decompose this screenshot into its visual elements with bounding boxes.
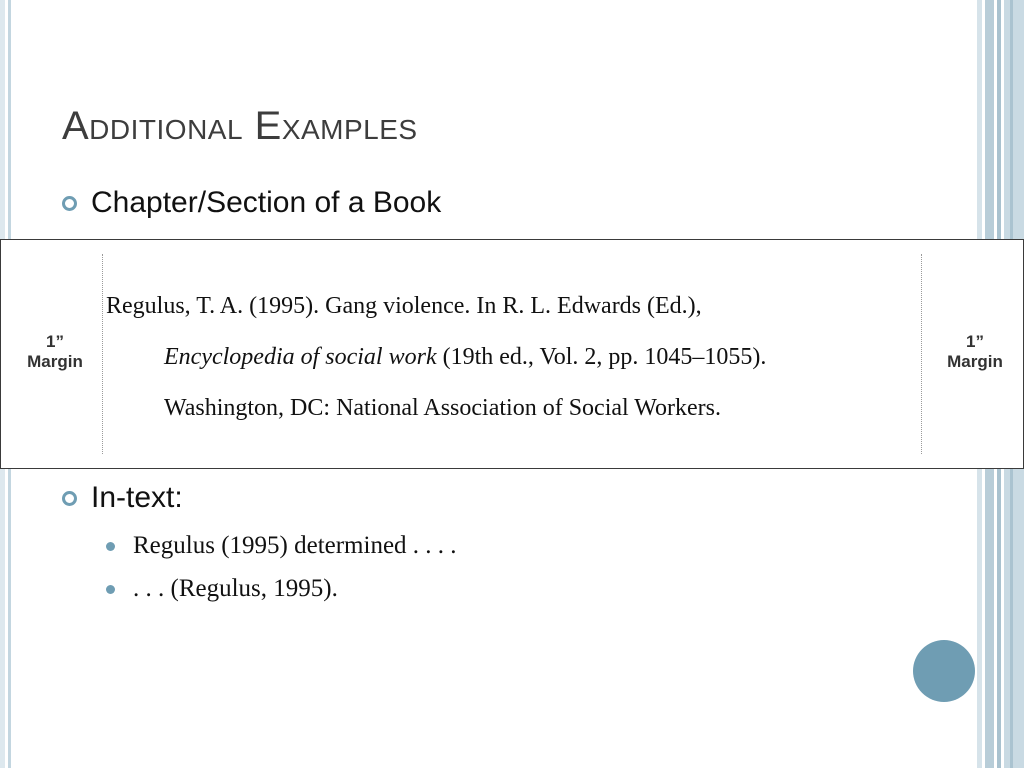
sub-bullet-1 — [106, 532, 457, 560]
sub-bullet-text: Regulus (1995) determined . . . . — [133, 532, 457, 559]
sub-bullet-text: . . . (Regulus, 1995). — [133, 575, 338, 602]
bullet-text: In-text: — [91, 481, 183, 514]
sub-bullet-2 — [106, 575, 338, 603]
dot-bullet-icon — [106, 585, 115, 594]
reference-line-3: Washington, DC: National Association of Social Workers. — [164, 395, 721, 421]
reference-book-title: Encyclopedia of social work — [164, 344, 437, 370]
dot-bullet-icon — [106, 542, 115, 551]
bullet-text: Chapter/Section of a Book — [91, 186, 442, 219]
bullet-in-text — [62, 481, 183, 515]
left-margin-label — [15, 332, 95, 372]
left-margin-guide — [102, 254, 103, 454]
reference-line-2 — [164, 344, 766, 371]
navigation-circle-button[interactable] — [913, 640, 975, 702]
bullet-chapter-section — [62, 186, 441, 220]
reference-edition-info: (19th ed., Vol. 2, pp. 1045–1055). — [436, 344, 767, 370]
right-margin-label — [935, 332, 1015, 372]
right-margin-word: Margin — [947, 352, 1003, 371]
reference-line-1: Regulus, T. A. (1995). Gang violence. In R. L. Edwards (Ed.), — [106, 293, 702, 319]
right-margin-guide — [921, 254, 922, 454]
left-margin-size: 1” — [46, 332, 64, 351]
slide-title: Additional Examples — [62, 104, 418, 148]
reference-example-box — [0, 239, 1024, 469]
left-margin-word: Margin — [27, 352, 83, 371]
ring-bullet-icon — [62, 196, 77, 211]
ring-bullet-icon — [62, 491, 77, 506]
right-margin-size: 1” — [966, 332, 984, 351]
